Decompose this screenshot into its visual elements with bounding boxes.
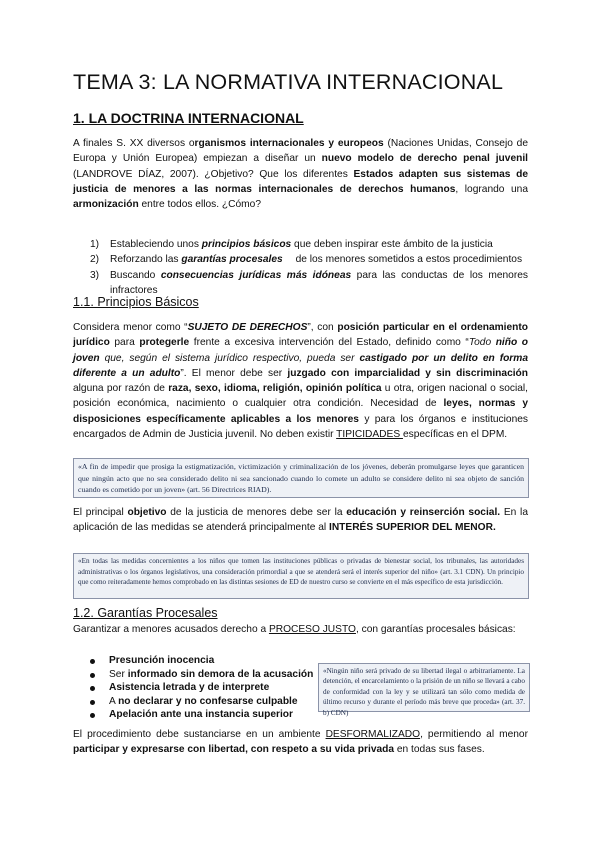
quote-riad: «A fin de impedir que prosiga la estigmatización, victimización y criminalización de los jóvenes, deberán promulgarse leyes que garanticen que ningún acto que no sea considerado delito ni sea sancionado cuando lo comete un adulto se considere delito ni sea objeto de sanción cuando es cometido por un joven» (art. 56 Directrices RIAD). [73,458,529,498]
paragraph-garantias: Garantizar a menores acusados derecho a PROCESO JUSTO, con garantías procesales básicas: [73,624,516,635]
list-item: A no declarar y no confesarse culpable [73,695,313,709]
bullet-list-garantias [73,654,313,722]
list-item: Asistencia letrada y de interprete [73,681,313,695]
quote-cdn-libertad: «Ningún niño será privado de su libertad ilegal o arbitrariamente. La detención, el encarcelamiento o la prisión de un niño se llevará a cabo de conformidad con la ley y se utilizará tan sólo como medida de último recurso y durante el período más breve que proceda» (art. 37. b) CDN) [318,663,530,712]
bullet-icon [90,659,95,664]
section-heading-doctrina: 1. LA DOCTRINA INTERNACIONAL [73,110,304,126]
subsection-heading-principios: 1.1. Principios Básicos [73,295,199,309]
quote-cdn-interes: «En todas las medidas concernientes a los niños que tomen las instituciones públicas o privadas de bienestar social, los tribunales, las autoridades administrativas o los órganos legislativos, una consideración primordial a que se atenderá será el interés superior del niño» (art. 3.1 CDN). Un principio que como reiteradamente hemos comprobado en las distintas sesiones de ED de nuestro curso se convierte en el más específico de esta jurisdicción. [73,553,529,599]
list-item: 1) Estableciendo unos principios básicos que deben inspirar este ámbito de la justicia [90,239,493,250]
paragraph-principios: Considera menor como “SUJETO DE DERECHOS”, con posición particular en el ordenamiento jurídico para protegerle frente a excesiva intervención del Estado, definido como “Todo niño o joven que, según el sistema jurídico respectivo, pueda ser castigado por un delito en forma diferente a un adulto”. El menor debe ser juzgado con imparcialidad y sin discriminación alguna por razón de raza, sexo, idioma, religión, opinión política u otra, origen nacional o social, posición económica, nacimiento o cualquier otra condición. Necesidad de leyes, normas y disposiciones específicamente aplicables a los menores y para los órganos e instituciones encargados de Admin de Justicia juvenil. No deben existir TIPICIDADES específicas en el DPM. [73,322,529,441]
bullet-icon [90,673,95,678]
list-item: Presunción inocencia [73,654,313,668]
list-item: Apelación ante una instancia superior [73,708,313,722]
bullet-icon [90,713,95,718]
bullet-icon [90,686,95,691]
list-item: 3) Buscando consecuencias jurídicas más idóneas para las conductas de los menores infractores [90,269,528,296]
document-title: TEMA 3: LA NORMATIVA INTERNACIONAL [73,70,504,94]
bullet-icon [90,700,95,705]
paragraph-procedimiento: El procedimiento debe sustanciarse en un ambiente DESFORMALIZADO, permitiendo al menor participar y expresarse con libertad, con respeto a su vida privada en todas sus fases. [73,729,528,756]
list-item: Ser informado sin demora de la acusación [73,668,313,682]
subsection-heading-garantias: 1.2. Garantías Procesales [73,606,218,620]
paragraph-objetivo: El principal objetivo de la justicia de menores debe ser la educación y reinserción social. En la aplicación de las medidas se atenderá principalmente al INTERÉS SUPERIOR DEL MENOR. [73,507,528,534]
paragraph-intro: A finales S. XX diversos organismos internacionales y europeos (Naciones Unidas, Consejo de Europa y Unión Europea) empiezan a diseñar un nuevo modelo de derecho penal juvenil (LANDROVE DÍAZ, 2007). ¿Objetivo? Que los diferentes Estados adapten sus sistemas de justicia de menores a las normas internacionales de derechos humanos, logrando una armonización entre todos ellos. ¿Cómo? [73,138,529,211]
numbered-list-objectives [73,237,528,298]
list-item: 2) Reforzando las garantías procesales de los menores sometidos a estos procedimientos [90,254,523,266]
